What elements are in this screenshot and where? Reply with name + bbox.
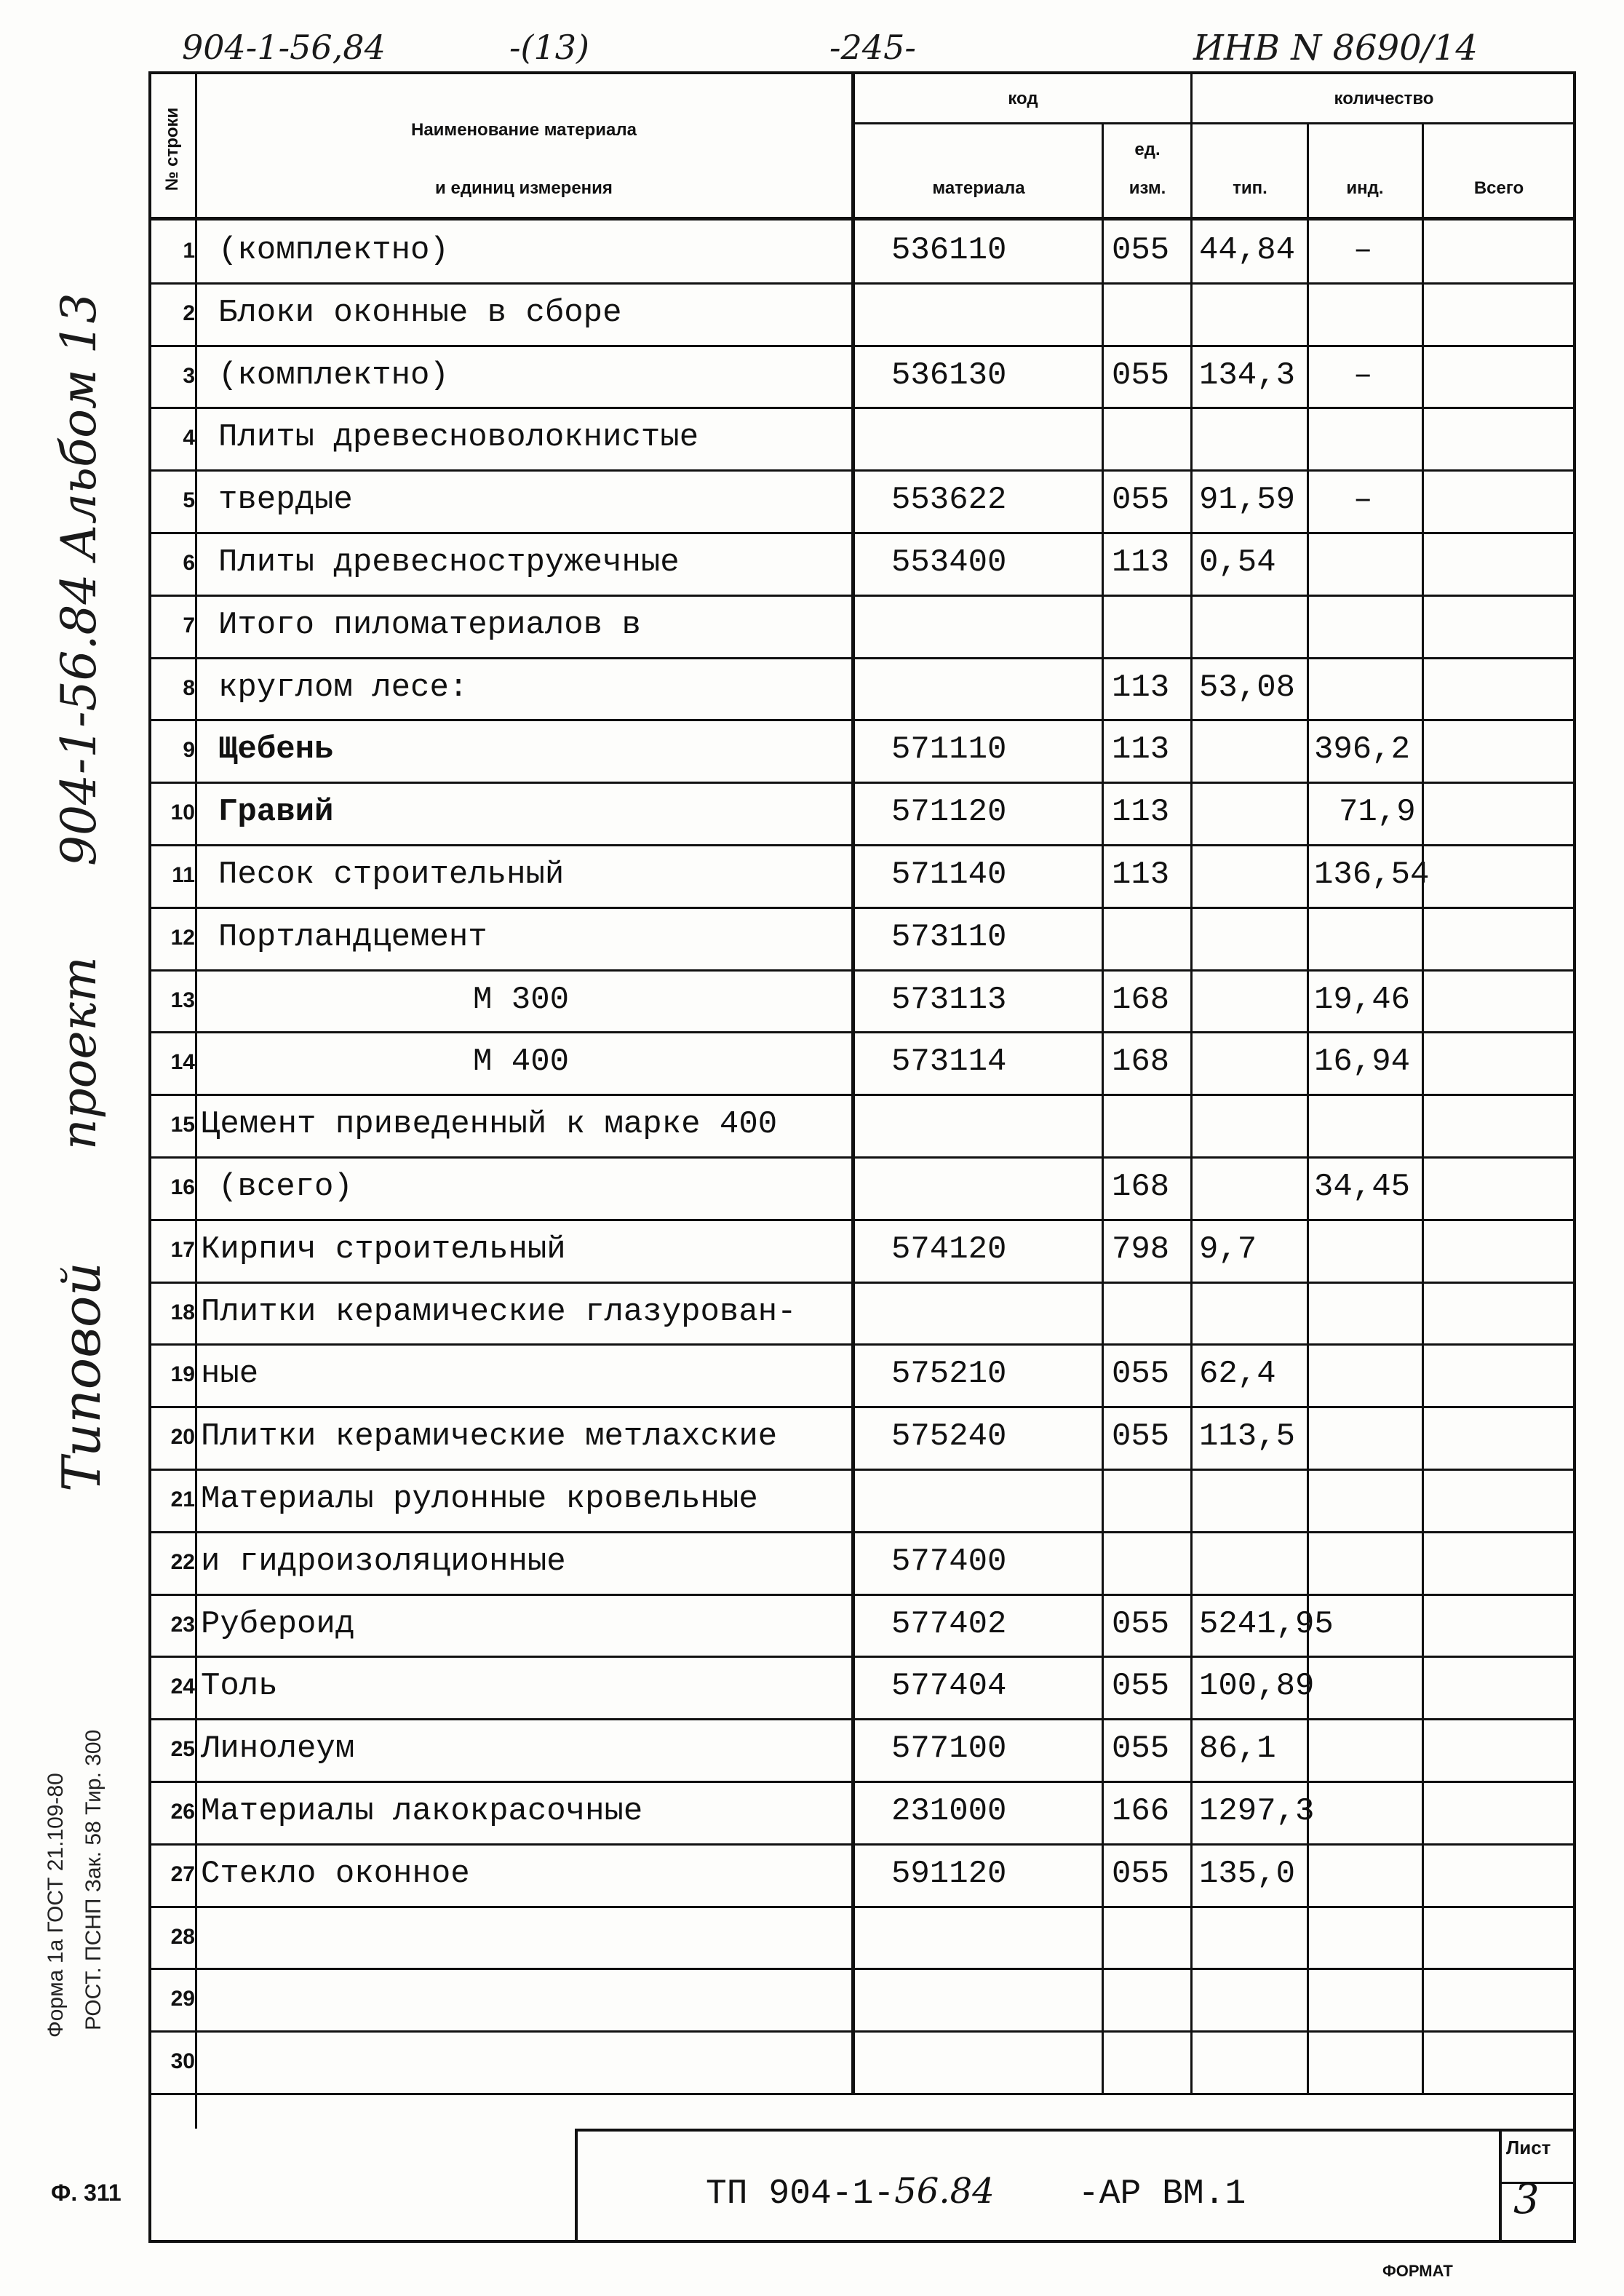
material-code: 577404 (891, 1668, 1007, 1705)
header-code-group: код (1008, 89, 1038, 108)
header-row-no-text: № строки (162, 107, 182, 191)
qty-type: 44,84 (1199, 232, 1296, 269)
material-code: 591120 (891, 1855, 1007, 1892)
col-divider (1102, 124, 1104, 2093)
material-code: 536130 (891, 357, 1007, 394)
material-name: Плиты древесностружечные (218, 544, 680, 581)
qty-type: 53,08 (1199, 669, 1296, 706)
material-name: Рубероид (201, 1605, 355, 1642)
unit-code: 055 (1112, 1855, 1170, 1892)
row-divider (150, 1282, 1576, 1284)
inventory-number: ИНВ N 8690/14 (1193, 28, 1478, 68)
margin-project-note: проект (51, 956, 107, 1150)
row-divider (150, 345, 1576, 347)
unit-code: 055 (1112, 1605, 1170, 1642)
form-note: Форма 1а ГОСТ 21.109-80 (44, 1773, 68, 2038)
qty-type: 135,0 (1199, 1855, 1296, 1892)
sheet-label: Лист (1506, 2137, 1551, 2158)
row-divider (150, 1843, 1576, 1846)
material-name: твердые (218, 482, 353, 519)
material-name: Плиты древесноволокнистые (218, 419, 699, 456)
qty-type: 62,4 (1199, 1356, 1276, 1393)
header-name-line1: Наименование материала (411, 120, 637, 140)
material-name: (комплектно) (218, 357, 449, 394)
document-code-prefix: ТП 904-1- (706, 2174, 895, 2214)
row-divider (150, 1343, 1576, 1346)
material-code: 574120 (891, 1231, 1007, 1268)
row-number: 13 (170, 988, 195, 1012)
unit-code: 168 (1112, 981, 1170, 1018)
material-name: Толь (201, 1668, 278, 1705)
row-divider (150, 2093, 1576, 2095)
header-qty-type: тип. (1233, 178, 1267, 198)
col-divider (1422, 124, 1424, 2093)
row-number: 29 (170, 1987, 195, 2011)
document-code-number: 56.84 (894, 2171, 995, 2212)
row-divider (150, 1406, 1576, 1408)
page-number: -245- (829, 28, 916, 67)
row-divider (150, 719, 1576, 721)
print-note: РОСТ. ПСНП Зак. 58 Тир. 300 (81, 1729, 106, 2030)
row-number: 4 (183, 426, 195, 450)
qty-type: 86,1 (1199, 1731, 1276, 1768)
header-unit-line1: ед. (1134, 140, 1161, 159)
margin-type-note: Типовой (51, 1262, 112, 1492)
row-number: 15 (170, 1113, 195, 1137)
row-divider (150, 282, 1576, 285)
row-divider (150, 657, 1576, 659)
row-number: 1 (183, 239, 195, 263)
header-name-line2: и единиц измерения (435, 178, 613, 198)
row-number: 6 (183, 551, 195, 575)
unit-code: 055 (1112, 357, 1170, 394)
row-number: 8 (183, 675, 195, 700)
material-code: 577100 (891, 1731, 1007, 1768)
row-number: 30 (170, 2049, 195, 2074)
row-number: 18 (170, 1300, 195, 1324)
row-divider (150, 1219, 1576, 1221)
col-divider (851, 71, 855, 2093)
row-divider (150, 1656, 1576, 1658)
material-name: круглом лесе: (218, 669, 469, 706)
unit-code: 168 (1112, 1169, 1170, 1205)
col-divider (1190, 71, 1193, 2093)
material-name: Портландцемент (218, 918, 487, 956)
material-name: Щебень (218, 731, 334, 768)
qty-type: 1297,3 (1199, 1793, 1315, 1830)
material-code: 575210 (891, 1356, 1007, 1393)
qty-type: 113,5 (1199, 1418, 1296, 1455)
row-number: 28 (170, 1924, 195, 1949)
material-name: М 400 (473, 1044, 570, 1081)
unit-code: 168 (1112, 1044, 1170, 1081)
row-number: 25 (170, 1737, 195, 1762)
material-name: Блоки оконные в сборе (218, 294, 622, 331)
material-name: и гидроизоляционные (201, 1543, 566, 1580)
header-unit-line2: изм. (1129, 178, 1166, 198)
material-name: Материалы лакокрасочные (201, 1793, 643, 1830)
qty-ind: 19,46 (1314, 981, 1411, 1018)
qty-ind: – (1353, 232, 1373, 269)
unit-code: 113 (1112, 544, 1170, 581)
row-divider (150, 782, 1576, 784)
unit-code: 055 (1112, 482, 1170, 519)
row-number: 9 (183, 738, 195, 763)
material-name: Песок строительный (218, 857, 565, 893)
header-divider (851, 122, 1576, 124)
row-divider (150, 1968, 1576, 1970)
material-name: ные (201, 1356, 259, 1393)
material-code: 577400 (891, 1543, 1007, 1580)
qty-ind: 34,45 (1314, 1169, 1411, 1205)
row-number: 5 (183, 488, 195, 513)
row-number: 24 (170, 1675, 195, 1699)
material-code: 571120 (891, 794, 1007, 831)
row-divider (150, 532, 1576, 534)
col-divider (195, 71, 197, 2129)
sheet-number: 3 (1513, 2176, 1540, 2223)
row-number: 12 (170, 925, 195, 950)
unit-code: 113 (1112, 731, 1170, 768)
row-number: 10 (170, 801, 195, 825)
margin-album-note: Альбом 13 (51, 293, 107, 560)
qty-ind: – (1353, 482, 1373, 519)
row-number: 2 (183, 301, 195, 325)
unit-code: 166 (1112, 1793, 1170, 1830)
material-name: Стекло оконное (201, 1855, 470, 1892)
material-name: (комплектно) (218, 232, 449, 269)
material-name: Гравий (218, 794, 334, 831)
row-number: 17 (170, 1237, 195, 1262)
row-divider (150, 1906, 1576, 1908)
row-number: 19 (170, 1362, 195, 1387)
header-code-material: материала (932, 178, 1025, 198)
unit-code: 798 (1112, 1231, 1170, 1268)
row-number: 14 (170, 1050, 195, 1075)
material-name: Плитки керамические метлахские (201, 1418, 778, 1455)
row-number: 26 (170, 1800, 195, 1824)
unit-code: 055 (1112, 1668, 1170, 1705)
header-row-no (150, 80, 195, 218)
qty-type: 0,54 (1199, 544, 1276, 581)
row-number: 3 (183, 363, 195, 388)
row-number: 7 (183, 613, 195, 637)
row-divider (150, 969, 1576, 972)
material-name: М 300 (473, 981, 570, 1018)
material-code: 577402 (891, 1605, 1007, 1642)
title-block-divider (1499, 2129, 1502, 2243)
archive-number: 904-1-56,84 (182, 28, 386, 67)
material-name: Цемент приведенный к марке 400 (201, 1106, 778, 1143)
unit-code: 055 (1112, 1731, 1170, 1768)
margin-code-note: 904-1-56.84 (51, 573, 107, 866)
row-divider (150, 2030, 1576, 2033)
material-name: Итого пиломатериалов в (218, 606, 641, 643)
header-divider (150, 217, 1576, 221)
row-number: 22 (170, 1549, 195, 1574)
row-number: 27 (170, 1862, 195, 1886)
material-code: 573110 (891, 918, 1007, 956)
qty-type: 5241,95 (1199, 1605, 1334, 1642)
document-code (706, 2171, 1246, 2214)
row-divider (150, 1031, 1576, 1033)
material-code: 573113 (891, 981, 1007, 1018)
row-divider (150, 595, 1576, 597)
material-code: 553400 (891, 544, 1007, 581)
form-code: Ф. 311 (51, 2180, 122, 2206)
document-code-suffix: -АР ВМ.1 (1078, 2174, 1246, 2214)
row-divider (150, 1781, 1576, 1783)
header-qty-ind: инд. (1346, 178, 1384, 198)
row-number: 23 (170, 1612, 195, 1637)
unit-code: 055 (1112, 1356, 1170, 1393)
qty-ind: 16,94 (1314, 1044, 1411, 1081)
unit-code: 113 (1112, 794, 1170, 831)
material-name: Материалы рулонные кровельные (201, 1481, 758, 1517)
row-number: 20 (170, 1425, 195, 1450)
row-divider (150, 1531, 1576, 1533)
row-divider (150, 1156, 1576, 1159)
material-name: Кирпич строительный (201, 1231, 566, 1268)
row-divider (150, 407, 1576, 409)
header-qty-group: количество (1334, 89, 1434, 108)
material-code: 231000 (891, 1793, 1007, 1830)
row-divider (150, 907, 1576, 909)
qty-type: 100,89 (1199, 1668, 1315, 1705)
material-name: Плитки керамические глазурован- (201, 1293, 797, 1330)
material-name: Линолеум (201, 1731, 355, 1768)
material-code: 573114 (891, 1044, 1007, 1081)
qty-ind: 71,9 (1339, 794, 1416, 831)
row-divider (150, 1469, 1576, 1471)
material-code: 553622 (891, 482, 1007, 519)
header-qty-total: Всего (1473, 178, 1524, 198)
material-code: 575240 (891, 1418, 1007, 1455)
unit-code: 113 (1112, 669, 1170, 706)
material-code: 536110 (891, 232, 1007, 269)
row-divider (150, 469, 1576, 472)
format-label: ФОРМАТ (1382, 2262, 1453, 2280)
qty-type: 9,7 (1199, 1231, 1257, 1268)
row-divider (150, 1594, 1576, 1596)
qty-ind: – (1353, 357, 1373, 394)
material-name: (всего) (218, 1169, 353, 1205)
unit-code: 055 (1112, 1418, 1170, 1455)
album-number: -(13) (509, 28, 589, 67)
qty-ind: 396,2 (1314, 731, 1411, 768)
unit-code: 113 (1112, 857, 1170, 893)
qty-type: 134,3 (1199, 357, 1296, 394)
row-number: 11 (172, 863, 195, 887)
material-code: 571110 (891, 731, 1007, 768)
row-divider (150, 1718, 1576, 1720)
qty-type: 91,59 (1199, 482, 1296, 519)
row-number: 16 (170, 1175, 195, 1199)
row-divider (150, 1094, 1576, 1096)
qty-ind: 136,54 (1314, 857, 1430, 893)
unit-code: 055 (1112, 232, 1170, 269)
row-number: 21 (170, 1487, 195, 1512)
material-code: 571140 (891, 857, 1007, 893)
row-divider (150, 844, 1576, 846)
